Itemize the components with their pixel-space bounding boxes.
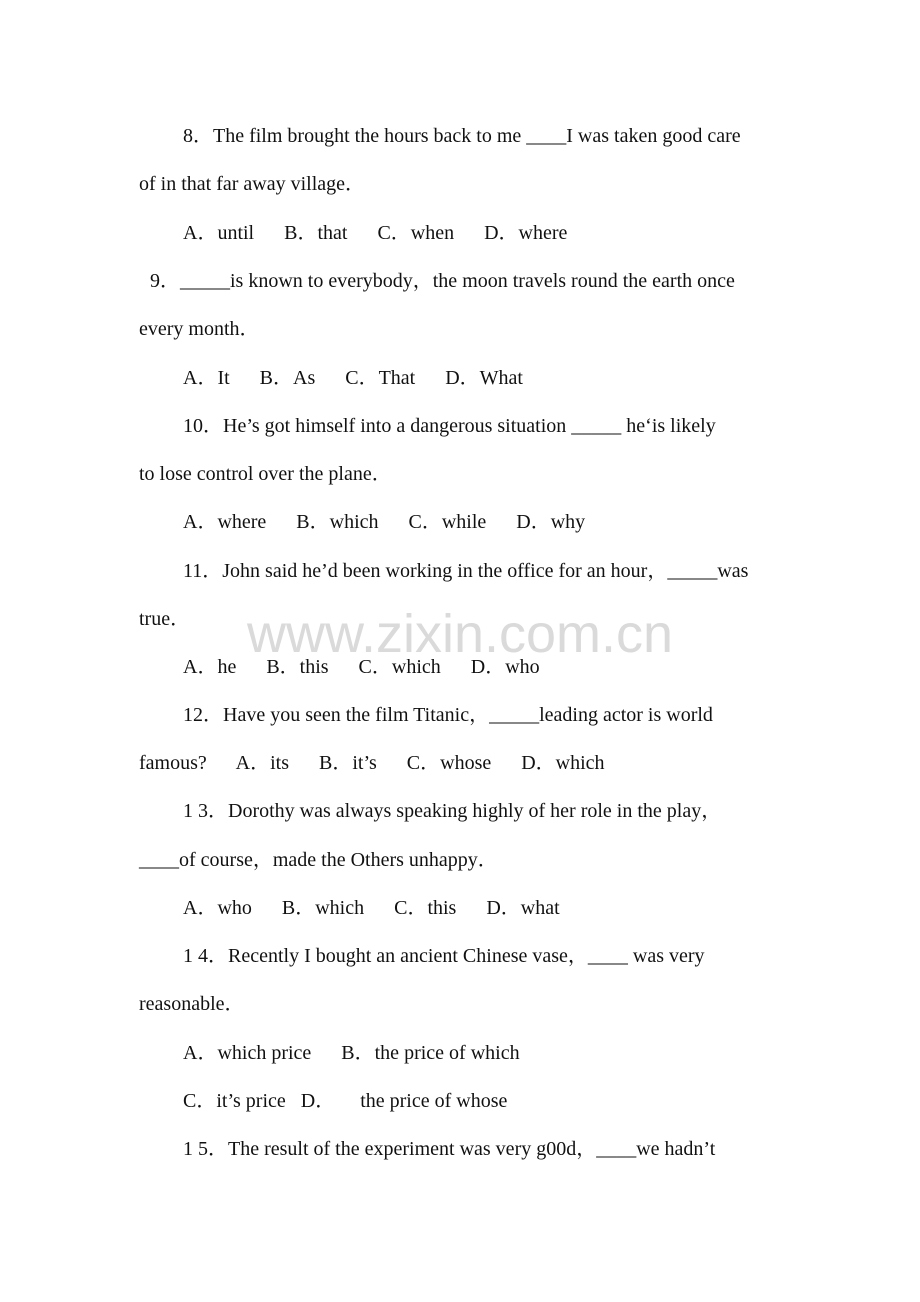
question-14-stem-continued: reasonable． <box>139 993 245 1015</box>
question-12-stem: 12．Have you seen the film Titanic，_____leading actor is world <box>183 704 713 726</box>
question-10-options: A．where B．which C．while D．why <box>183 511 586 533</box>
question-14-stem: 1 4．Recently I bought an ancient Chinese vase，____ was very <box>183 945 705 967</box>
question-10-stem-continued: to lose control over the plane． <box>139 463 392 485</box>
question-11-stem-continued: true． <box>139 608 191 630</box>
question-12-stem-continued-with-options: famous? A．its B．it’s C．whose D．which <box>139 752 605 774</box>
question-10-stem: 10．He’s got himself into a dangerous situation _____ he‘is likely <box>183 415 716 437</box>
question-13-stem-continued: ____of course，made the Others unhappy． <box>139 849 498 871</box>
question-15-stem: 1 5．The result of the experiment was very g00d，____we hadn’t <box>183 1138 716 1160</box>
question-11-stem: 11．John said he’d been working in the office for an hour，_____was <box>183 560 749 582</box>
question-8-options: A．until B．that C．when D．where <box>183 222 568 244</box>
question-9-stem-continued: every month． <box>139 318 260 340</box>
question-9-options: A．It B．As C．That D．What <box>183 367 523 389</box>
question-9-stem: 9．_____is known to everybody，the moon travels round the earth once <box>150 270 735 292</box>
question-8-stem-continued: of in that far away village． <box>139 173 366 195</box>
question-13-stem: 1 3．Dorothy was always speaking highly of her role in the play， <box>183 800 722 822</box>
question-14-options-ab: A．which price B．the price of which <box>183 1042 520 1064</box>
question-13-options: A．who B．which C．this D．what <box>183 897 560 919</box>
question-14-options-cd: C．it’s price D． the price of whose <box>183 1090 508 1112</box>
question-11-options: A．he B．this C．which D．who <box>183 656 540 678</box>
watermark: www.zixin.com.cn <box>246 604 674 664</box>
question-8-stem: 8．The film brought the hours back to me ____I was taken good care <box>183 125 741 147</box>
